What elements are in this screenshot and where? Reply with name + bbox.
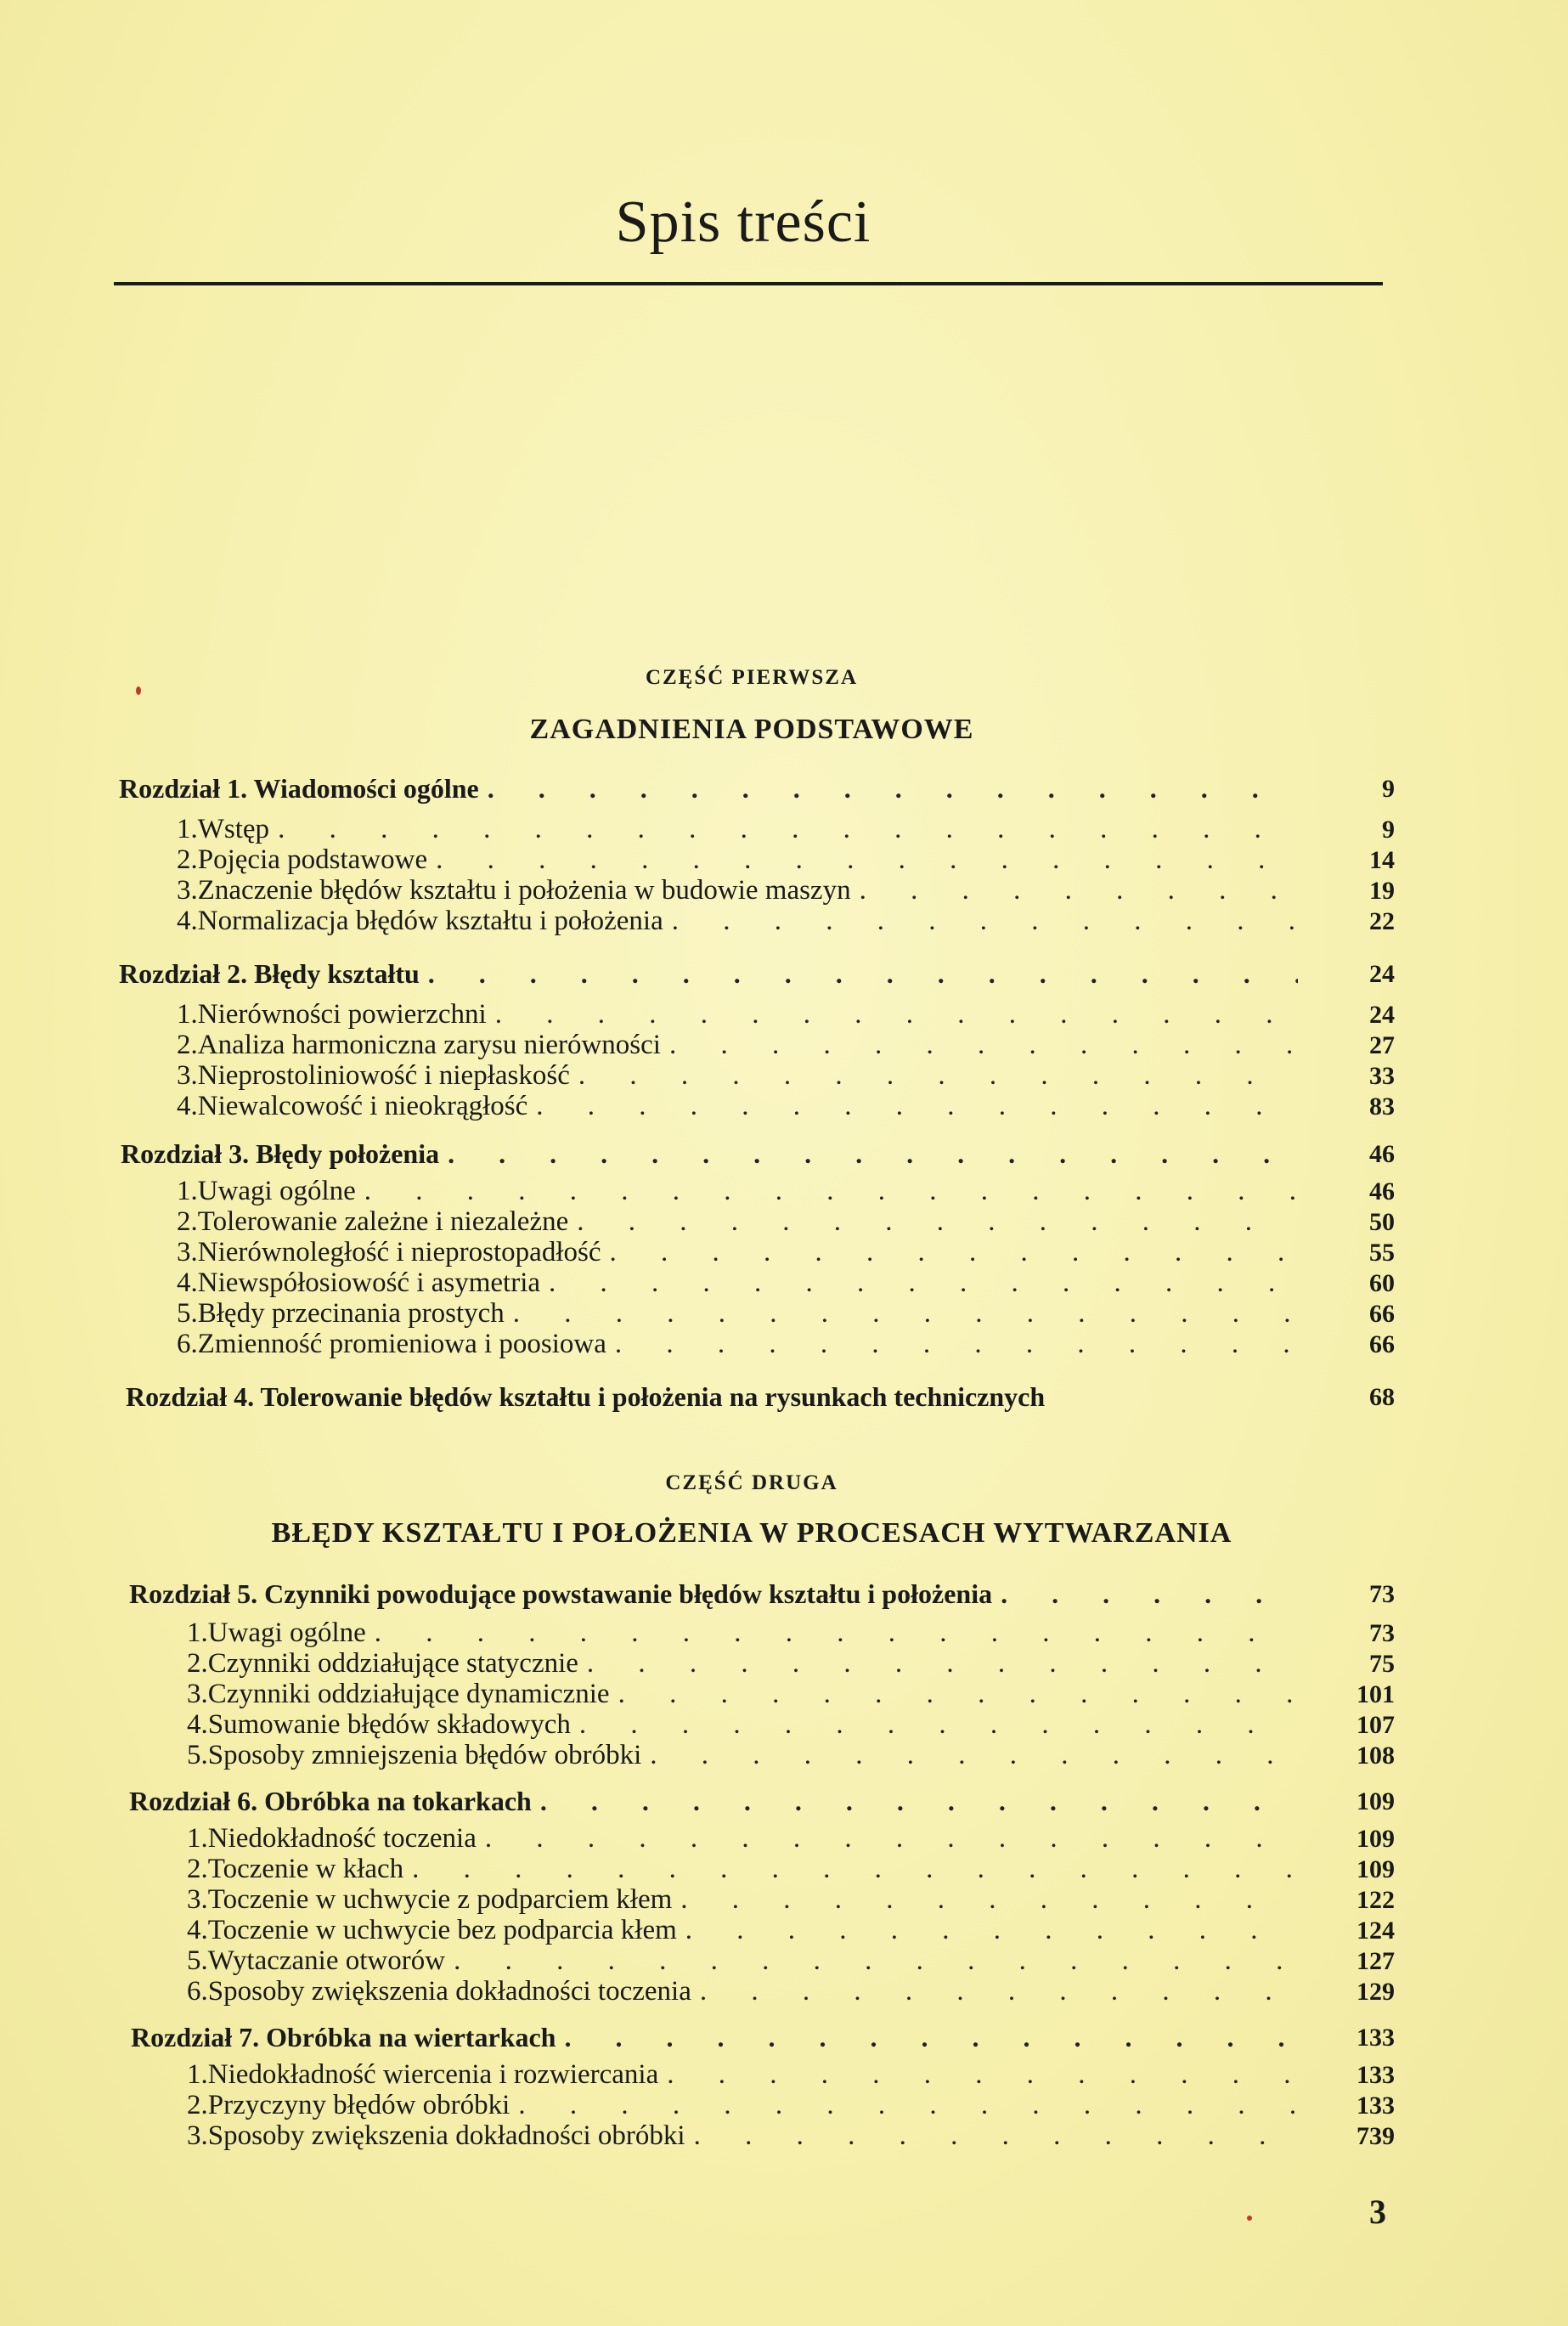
section-number: 3. xyxy=(187,1884,208,1915)
dot-leader xyxy=(609,1237,1298,1268)
section-page-number: 108 xyxy=(1356,1742,1395,1770)
dot-leader xyxy=(694,2120,1298,2152)
section-number: 4. xyxy=(177,1091,198,1121)
chapter-entry[interactable] xyxy=(129,1578,1306,1610)
chapter-entry[interactable] xyxy=(119,773,1306,805)
section-title: Wytaczanie otworów xyxy=(207,1945,446,1976)
section-number: 4. xyxy=(177,906,198,936)
section-entry[interactable] xyxy=(177,999,1306,1030)
chapter-entry[interactable] xyxy=(129,1786,1306,1817)
section-entry[interactable] xyxy=(177,1329,1306,1360)
chapter-entry[interactable] xyxy=(126,1381,1306,1413)
section-number: 6. xyxy=(187,1976,208,2007)
section-entry[interactable] xyxy=(177,906,1306,937)
section-title: Niewspółosiowość i asymetria xyxy=(197,1267,541,1298)
section-page-number: 9 xyxy=(1382,816,1395,844)
part-label: CZĘŚĆ PIERWSZA xyxy=(645,666,859,689)
dot-leader xyxy=(860,875,1298,906)
section-title: Toczenie w kłach xyxy=(207,1854,404,1884)
dot-leader xyxy=(1001,1578,1298,1610)
ink-speck xyxy=(136,686,141,695)
section-page-number: 739 xyxy=(1356,2122,1395,2150)
section-number: 3. xyxy=(187,2120,208,2151)
section-number: 4. xyxy=(187,1915,208,1945)
section-title: Pojęcia podstawowe xyxy=(197,844,428,875)
section-number: 1. xyxy=(187,1617,208,1648)
section-title: Sposoby zwiększenia dokładności toczenia xyxy=(207,1976,691,2007)
section-page-number: 46 xyxy=(1369,1177,1395,1205)
section-number: 3. xyxy=(177,1237,198,1267)
section-page-number: 55 xyxy=(1369,1239,1395,1267)
section-entry[interactable] xyxy=(187,2059,1306,2091)
section-entry[interactable] xyxy=(187,2090,1306,2121)
section-page-number: 27 xyxy=(1369,1031,1395,1059)
section-number: 1. xyxy=(177,999,198,1030)
section-entry[interactable] xyxy=(187,1648,1306,1680)
section-number: 5. xyxy=(187,1740,208,1770)
dot-leader xyxy=(448,1138,1298,1170)
section-page-number: 109 xyxy=(1356,1825,1395,1853)
dot-leader xyxy=(412,1854,1298,1885)
chapter-page-number: 9 xyxy=(1382,775,1395,803)
chapter-title: Rozdział 6. Obróbka na tokarkach xyxy=(129,1786,532,1816)
section-entry[interactable] xyxy=(177,1060,1306,1092)
section-page-number: 101 xyxy=(1356,1680,1395,1708)
section-title: Przyczyny błędów obróbki xyxy=(207,2090,510,2120)
section-entry[interactable] xyxy=(177,1267,1306,1299)
chapter-title: Rozdział 1. Wiadomości ogólne xyxy=(119,773,479,804)
chapter-page-number: 133 xyxy=(1356,2024,1395,2052)
section-page-number: 133 xyxy=(1356,2061,1395,2089)
dot-leader xyxy=(278,814,1298,845)
dot-leader xyxy=(700,1976,1298,2007)
section-title: Sumowanie błędów składowych xyxy=(207,1709,571,1740)
section-page-number: 60 xyxy=(1369,1269,1395,1297)
section-number: 2. xyxy=(177,844,198,875)
section-title: Czynniki oddziałujące statycznie xyxy=(207,1648,578,1679)
dot-leader xyxy=(518,2090,1298,2121)
section-title: Niedokładność toczenia xyxy=(207,1823,477,1854)
section-title: Błędy przecinania prostych xyxy=(197,1298,505,1329)
section-title: Wstęp xyxy=(197,814,270,844)
section-number: 1. xyxy=(187,1823,208,1854)
chapter-title: Rozdział 7. Obróbka na wiertarkach xyxy=(131,2022,556,2052)
section-title: Czynniki oddziałujące dynamicznie xyxy=(207,1679,610,1709)
part-label: CZĘŚĆ DRUGA xyxy=(665,1471,838,1494)
section-page-number: 33 xyxy=(1369,1062,1395,1090)
section-entry[interactable] xyxy=(187,1915,1306,1946)
chapter-page-number: 73 xyxy=(1369,1580,1395,1608)
section-page-number: 75 xyxy=(1369,1650,1395,1678)
section-title: Toczenie w uchwycie bez podparcia kłem xyxy=(207,1915,677,1945)
section-entry[interactable] xyxy=(187,1884,1306,1916)
section-number: 2. xyxy=(187,2090,208,2120)
section-title: Znaczenie błędów kształtu i położenia w budowie maszyn xyxy=(197,875,851,906)
section-number: 2. xyxy=(177,1030,198,1060)
chapter-title: Rozdział 3. Błędy położenia xyxy=(121,1138,440,1169)
dot-leader xyxy=(495,999,1298,1030)
dot-leader xyxy=(540,1786,1298,1817)
chapter-page-number: 46 xyxy=(1369,1140,1395,1168)
section-page-number: 109 xyxy=(1356,1855,1395,1883)
section-page-number: 50 xyxy=(1369,1208,1395,1236)
chapter-page-number: 24 xyxy=(1369,960,1395,988)
section-entry[interactable] xyxy=(177,875,1306,906)
section-number: 6. xyxy=(177,1329,198,1359)
section-page-number: 24 xyxy=(1369,1001,1395,1029)
section-title: Nierównoległość i nieprostopadłość xyxy=(197,1237,601,1267)
part-heading: BŁĘDY KSZTAŁTU I POŁOŻENIA W PROCESACH WYTWARZANIA xyxy=(271,1517,1232,1549)
dot-leader xyxy=(454,1945,1298,1977)
section-page-number: 22 xyxy=(1369,907,1395,935)
dot-leader xyxy=(428,958,1298,990)
dot-leader xyxy=(375,1617,1298,1649)
section-entry[interactable] xyxy=(187,1740,1306,1771)
dot-leader xyxy=(536,1091,1298,1122)
chapter-page-number: 109 xyxy=(1356,1787,1395,1815)
section-entry[interactable] xyxy=(177,1176,1306,1207)
section-number: 2. xyxy=(177,1206,198,1237)
section-title: Toczenie w uchwycie z podparciem kłem xyxy=(207,1884,673,1915)
dot-leader xyxy=(485,1823,1298,1855)
section-title: Sposoby zmniejszenia błędów obróbki xyxy=(207,1740,642,1770)
dot-leader xyxy=(615,1329,1298,1360)
ink-speck xyxy=(1247,2216,1252,2221)
section-title: Sposoby zwiększenia dokładności obróbki xyxy=(207,2120,685,2151)
dot-leader xyxy=(669,1030,1298,1061)
dot-leader xyxy=(650,1740,1298,1771)
section-entry[interactable] xyxy=(187,1945,1306,1977)
section-entry[interactable] xyxy=(187,1854,1306,1885)
section-number: 1. xyxy=(177,814,198,844)
dot-leader xyxy=(618,1679,1298,1710)
chapter-title: Rozdział 2. Błędy kształtu xyxy=(119,958,420,989)
section-title: Zmienność promieniowa i poosiowa xyxy=(197,1329,606,1359)
section-page-number: 127 xyxy=(1356,1947,1395,1975)
section-page-number: 124 xyxy=(1356,1917,1395,1945)
section-page-number: 19 xyxy=(1369,877,1395,905)
section-entry[interactable] xyxy=(177,1206,1306,1238)
dot-leader xyxy=(587,1648,1298,1680)
section-entry[interactable] xyxy=(187,1823,1306,1855)
chapter-title: Rozdział 4. Tolerowanie błędów kształtu i położenia na rysunkach technicznych xyxy=(126,1381,1046,1412)
section-number: 2. xyxy=(187,1854,208,1884)
dot-leader xyxy=(578,1060,1298,1092)
section-entry[interactable] xyxy=(177,844,1306,876)
section-number: 4. xyxy=(177,1267,198,1298)
dot-leader xyxy=(579,1709,1298,1741)
section-number: 3. xyxy=(177,875,198,906)
dot-leader xyxy=(680,1884,1298,1916)
section-entry[interactable] xyxy=(187,1709,1306,1741)
dot-leader xyxy=(685,1915,1298,1946)
section-page-number: 73 xyxy=(1369,1619,1395,1647)
chapter-entry[interactable] xyxy=(121,1138,1306,1170)
section-entry[interactable] xyxy=(187,1679,1306,1710)
section-title: Normalizacja błędów kształtu i położenia xyxy=(197,906,663,936)
chapter-page-number: 68 xyxy=(1369,1383,1395,1411)
section-number: 1. xyxy=(187,2059,208,2090)
section-page-number: 129 xyxy=(1356,1978,1395,2006)
section-page-number: 83 xyxy=(1369,1092,1395,1121)
section-title: Uwagi ogólne xyxy=(197,1176,356,1206)
section-title: Niedokładność wiercenia i rozwiercania xyxy=(207,2059,659,2090)
chapter-entry[interactable] xyxy=(131,2022,1306,2053)
section-entry[interactable] xyxy=(177,1030,1306,1061)
dot-leader xyxy=(436,844,1298,876)
section-page-number: 66 xyxy=(1369,1300,1395,1328)
section-title: Niewalcowość i nieokrągłość xyxy=(197,1091,528,1121)
section-title: Nierówności powierzchni xyxy=(197,999,487,1030)
section-title: Analiza harmoniczna zarysu nierówności xyxy=(197,1030,661,1060)
section-page-number: 122 xyxy=(1356,1886,1395,1914)
chapter-entry[interactable] xyxy=(119,958,1306,990)
section-entry[interactable] xyxy=(187,1976,1306,2007)
section-page-number: 14 xyxy=(1369,846,1395,874)
section-page-number: 66 xyxy=(1369,1330,1395,1358)
dot-leader xyxy=(564,2022,1298,2053)
title-divider xyxy=(114,282,1383,285)
section-entry[interactable] xyxy=(177,1091,1306,1122)
dot-leader xyxy=(513,1298,1298,1330)
section-title: Tolerowanie zależne i niezależne xyxy=(197,1206,569,1237)
section-entry[interactable] xyxy=(177,1298,1306,1330)
dot-leader xyxy=(488,773,1298,805)
page-title: Spis treści xyxy=(615,189,871,255)
part-heading: ZAGADNIENIA PODSTAWOWE xyxy=(529,714,974,745)
dot-leader xyxy=(667,2059,1298,2091)
section-entry[interactable] xyxy=(187,2120,1306,2152)
dot-leader xyxy=(364,1176,1298,1207)
section-number: 3. xyxy=(187,1679,208,1709)
section-number: 5. xyxy=(187,1945,208,1976)
chapter-title: Rozdział 5. Czynniki powodujące powstawanie błędów kształtu i położenia xyxy=(129,1578,993,1609)
section-entry[interactable] xyxy=(177,814,1306,845)
section-number: 3. xyxy=(177,1060,198,1091)
section-entry[interactable] xyxy=(187,1617,1306,1649)
section-number: 1. xyxy=(177,1176,198,1206)
section-title: Uwagi ogólne xyxy=(207,1617,366,1648)
section-page-number: 133 xyxy=(1356,2092,1395,2120)
section-number: 2. xyxy=(187,1648,208,1679)
section-number: 4. xyxy=(187,1709,208,1740)
page-number: 3 xyxy=(1369,2193,1386,2231)
dot-leader xyxy=(549,1267,1298,1299)
section-entry[interactable] xyxy=(177,1237,1306,1268)
dot-leader xyxy=(577,1206,1298,1238)
section-title: Nieprostoliniowość i niepłaskość xyxy=(197,1060,570,1091)
dot-leader xyxy=(672,906,1298,937)
section-page-number: 107 xyxy=(1356,1711,1395,1739)
section-number: 5. xyxy=(177,1298,198,1329)
